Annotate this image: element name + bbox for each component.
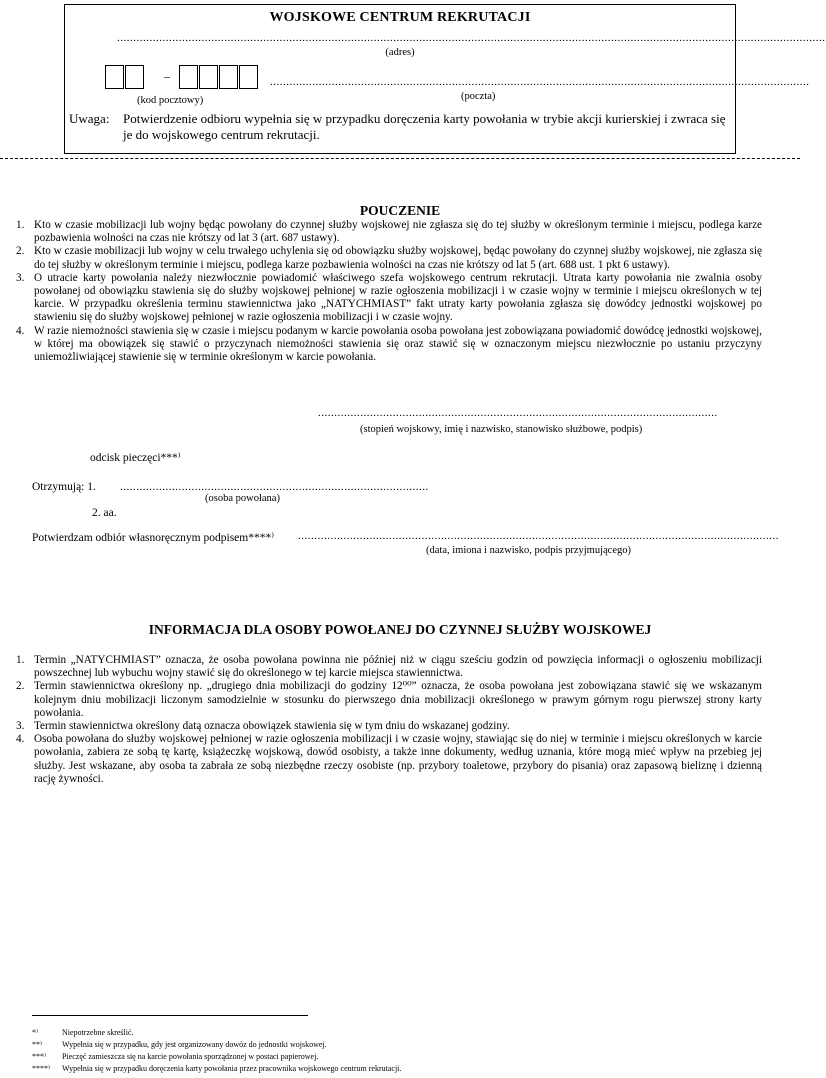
address-line[interactable]: .......................................................................................................................................................................................................................... (117, 32, 826, 44)
zip-digit-box[interactable] (219, 65, 238, 89)
item-number: 3. (16, 271, 25, 284)
item-text: W razie niemożności stawienia się w czasie i miejscu podanym w karcie powołania osoba powołana jest zobowiązana powiadomić dowódcę jednostki wojskowej, w której ma obowiązek się stawić o przyczynach niemożności stawienia się oraz stawić się w oznaczonym miejscu niezwłocznie po ustaniu przyczyny uniemożliwiającej stawienie się w terminie określonym w karcie powołania. (34, 324, 762, 364)
footnote-mark: ****⁾ (32, 1064, 50, 1073)
footnote-text: Wypełnia się w przypadku doręczenia karty powołania przez pracownika wojskowego centrum rekrutacji. (62, 1064, 402, 1073)
address-caption: (adres) (385, 47, 415, 58)
zip-digit-box[interactable] (179, 65, 198, 89)
zip-digit-box[interactable] (239, 65, 258, 89)
item-text: Termin stawiennictwa określony datą oznacza obowiązek stawienia się w tym dniu do wskazanej godziny. (34, 720, 510, 733)
second-recipient: 2. aa. (92, 507, 117, 519)
officer-signature-line[interactable]: ........................................................................................................................... (318, 407, 718, 419)
list-item (10, 325, 762, 365)
note-label: Uwaga: (69, 111, 110, 126)
recipients-label: Otrzymują: 1. (32, 481, 96, 493)
list-item (10, 680, 762, 720)
officer-signature-caption: (stopień wojskowy, imię i nazwisko, stanowisko służbowe, podpis) (360, 424, 643, 435)
footnote-text: Niepotrzebne skreślić. (62, 1028, 134, 1037)
item-text: Kto w czasie mobilizacji lub wojny w celu trwałego uchylenia się od obowiązku służby wojskowej, będąc powołany do czynnej służby wojskowej, nie zgłasza się do tej służby w określonym terminie i miejscu, podlega karze pozbawienia wolności na czas nie krótszy od lat 5 (art. 688 ust. 1 pkt 6 ustawy). (34, 245, 762, 271)
recipient-caption: (osoba powołana) (205, 493, 280, 504)
pouczenie-list (10, 219, 762, 364)
item-text: Termin „NATYCHMIAST” oznacza, że osoba powołana powinna nie później niż w ciągu sześciu godzin od powzięcia informacji o ogłoszeniu mobilizacji powszechnej lub wybuchu wojny stawić się do określonego w tej karcie miejsca stawiennictwa. (34, 654, 762, 680)
item-text: Kto w czasie mobilizacji lub wojny będąc powołany do czynnej służby wojskowej nie zgłasza się do tej służby w określonym terminie i miejscu, podlega karze pozbawienia wolności na czas nie krótszy od lat 3 (art. 687 ustawy). (34, 219, 762, 245)
list-item (10, 272, 762, 325)
item-text: O utracie karty powołania należy niezwłocznie powiadomić właściwego szefa wojskowego centrum rekrutacji. Utrata karty powołania nie zwalnia osoby powołanej od obowiązku stawienia się do służby wojskowej pełnionej w razie ogłoszenia mobilizacji i w czasie wojny w terminie i miejscu określonych w tej karcie. W przypadku określenia terminu stawiennictwa jako „NATYCHMIAST” fakt utraty karty powołania zgłasza się dowódcy jednostki wojskowej po stawieniu się do służby wojskowej pełnionej w razie ogłoszenia mobilizacji i w czasie wojny. (34, 271, 762, 324)
item-text: Termin stawiennictwa określony np. „drugiego dnia mobilizacji do godziny 12⁰⁰” oznacza, że osoba powołana jest zobowiązana stawić się we wskazanym kolejnym dniu mobilizacji liczonym samodzielnie w stosunku do pierwszego dnia mobilizacji określonego w prawym górnym rogu pierwszej strony karty powołania. (34, 680, 762, 719)
footnote-mark: ***⁾ (32, 1052, 46, 1061)
footnote-text: Pieczęć zamieszcza się na karcie powołania sporządzonej w postaci papierowej. (62, 1052, 319, 1061)
footnote-divider (32, 1015, 308, 1016)
confirm-receipt-line[interactable]: .................................................................................................................................................... (298, 530, 779, 542)
footnote-mark: **⁾ (32, 1040, 42, 1049)
zip-caption: (kod pocztowy) (137, 95, 204, 106)
stamp-label: odcisk pieczęci***⁾ (90, 452, 181, 464)
footnote (32, 1040, 327, 1050)
zip-digit-box[interactable] (125, 65, 144, 89)
item-number: 4. (16, 324, 25, 337)
item-text: Osoba powołana do służby wojskowej pełnionej w razie ogłoszenia mobilizacji i w czasie wojny, stawiając się do niej w terminie i miejscu określonych w karcie powołania, zabiera ze sobą tę kartę, książeczkę wojskową, dowód osobisty, a także inne dokumenty, według uznania, które mogą mieć wpływ na przebieg jej służby. Jest wskazane, aby osoba ta zabrała ze sobą niezbędne rzeczy osobiste (np. przybory toaletowe, przybory do pisania) oraz zapasową bieliznę i dzienną rację żywności. (34, 733, 762, 785)
footnote (32, 1064, 401, 1074)
note-text: Potwierdzenie odbioru wypełnia się w przypadku doręczenia karty powołania w trybie akcji kurierskiej i zwraca się je do wojskowego centrum rekrutacji. (123, 111, 726, 142)
item-number: 2. (16, 680, 25, 693)
footnote-text: Wypełnia się w przypadku, gdy jest organizowany dowóz do jednostki wojskowej. (62, 1040, 327, 1049)
list-item (10, 733, 762, 786)
footnote (32, 1028, 134, 1038)
recipient-line[interactable]: ............................................................................................... (120, 481, 429, 493)
informacja-heading: INFORMACJA DLA OSOBY POWOŁANEJ DO CZYNNEJ SŁUŻBY WOJSKOWEJ (148, 622, 652, 637)
informacja-list (10, 654, 762, 786)
footnote (32, 1052, 318, 1062)
wcr-title: WOJSKOWE CENTRUM REKRUTACJI (269, 10, 531, 25)
post-office-caption: (poczta) (461, 91, 496, 102)
item-number: 4. (16, 733, 25, 746)
list-item (10, 245, 762, 271)
item-number: 1. (16, 219, 25, 231)
list-item (10, 654, 762, 680)
zip-digit-box[interactable] (199, 65, 218, 89)
zip-dash: – (164, 69, 170, 83)
list-item (10, 720, 762, 733)
pouczenie-heading: POUCZENIE (359, 203, 441, 218)
item-number: 1. (16, 654, 25, 666)
zip-digit-box[interactable] (105, 65, 124, 89)
list-item (10, 219, 762, 245)
item-number: 2. (16, 245, 25, 258)
confirm-receipt-label: Potwierdzam odbiór własnoręcznym podpisem****⁾ (32, 532, 275, 544)
post-office-line[interactable]: ...................................................................................................................................................................... (270, 76, 810, 88)
confirm-receipt-caption: (data, imiona i nazwisko, podpis przyjmującego) (426, 545, 631, 556)
cut-line (0, 158, 800, 159)
wcr-address-box (64, 4, 826, 154)
item-number: 3. (16, 720, 25, 733)
footnote-mark: *⁾ (32, 1028, 38, 1037)
